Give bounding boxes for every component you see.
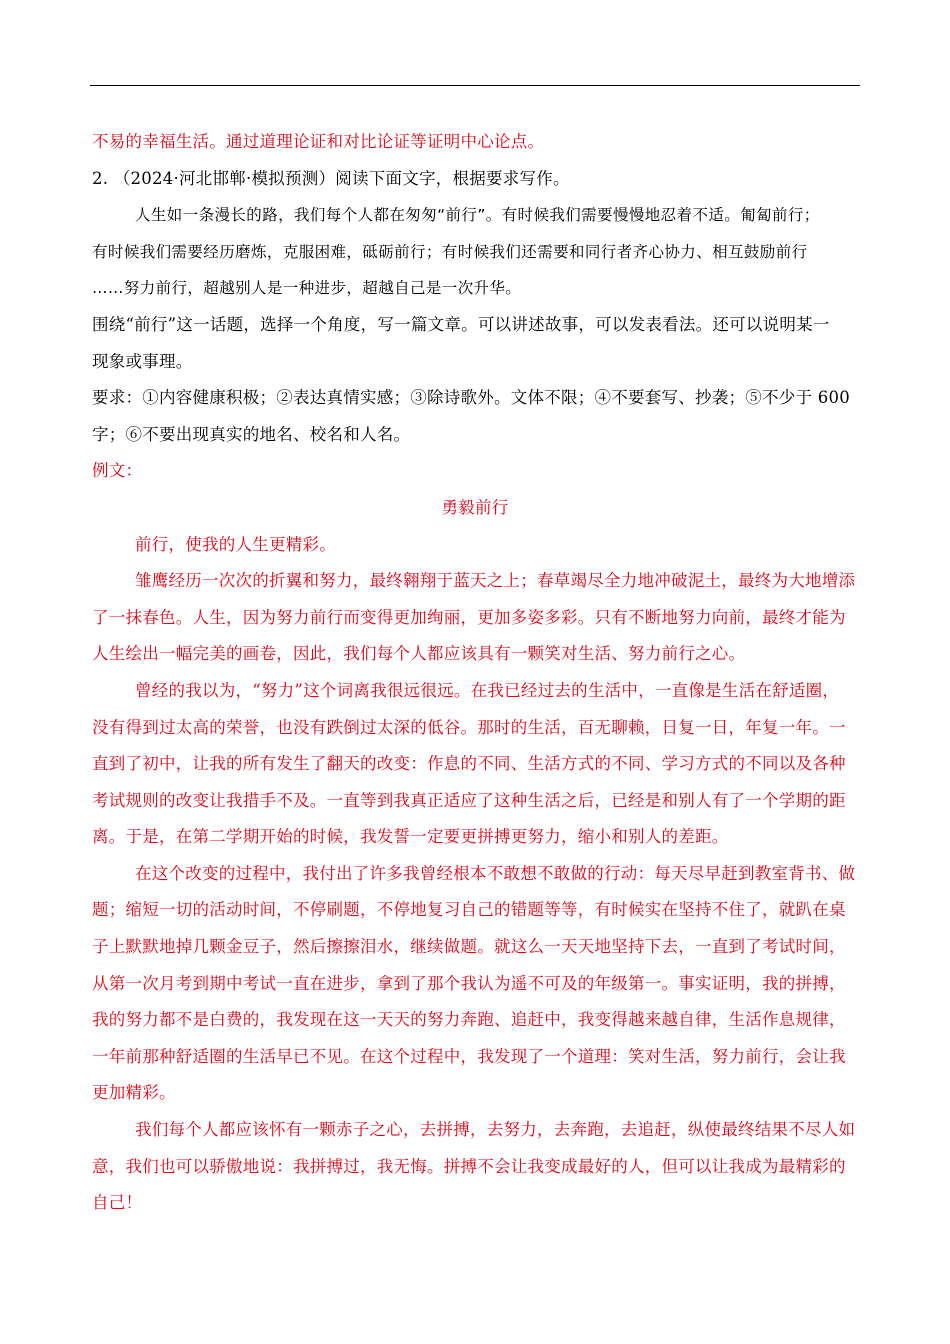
essay-line: 我们每个人都应该怀有一颗赤子之心，去拼搏，去努力，去奔跑，去追赶，纵使最终结果不尽人如 <box>135 1120 856 1140</box>
task-instruction-line: 现象或事理。 <box>92 351 193 371</box>
task-instruction-line: 围绕“前行”这一话题，选择一个角度，写一篇文章。可以讲述故事，可以发表看法。还可以说明某一 <box>92 314 830 334</box>
essay-line: 前行，使我的人生更精彩。 <box>135 534 336 554</box>
essay-line: 意，我们也可以骄傲地说：我拼搏过，我无悔。拼搏不会让我变成最好的人，但可以让我成为最精彩的 <box>92 1156 846 1176</box>
essay-line: 我的努力都不是白费的，我发现在这一天天的努力奔跑、追赶中，我变得越来越自律，生活作息规律， <box>92 1010 846 1030</box>
requirements-line: 字；⑥不要出现真实的地名、校名和人名。 <box>92 424 411 444</box>
essay-line: 直到了初中，让我的所有发生了翻天的改变：作息的不同、生活方式的不同、学习方式的不同以及各种 <box>92 754 846 774</box>
question-heading: 2. （2024·河北邯郸·模拟预测）阅读下面文字，根据要求写作。 <box>92 168 570 188</box>
essay-line: 自己！ <box>92 1193 143 1213</box>
essay-line: 曾经的我以为，“努力”这个词离我很远很远。在我已经过去的生活中，一直像是生活在舒适圈， <box>135 680 840 700</box>
requirements-line: 要求：①内容健康积极；②表达真情实感；③除诗歌外。文体不限；④不要套写、抄袭；⑤不少于 600 <box>92 388 850 408</box>
essay-line: 在这个改变的过程中，我付出了许多我曾经根本不敢想不敢做的行动：每天尽早赶到教室背书、做 <box>135 863 856 883</box>
essay-line: 考试规则的改变让我措手不及。一直等到我真正适应了这种生活之后，已经是和别人有了一个学期的距 <box>92 790 846 810</box>
essay-line: 更加精彩。 <box>92 1083 176 1103</box>
example-label: 例文： <box>92 461 143 481</box>
document-body <box>92 124 862 1222</box>
essay-line: 离。于是，在第二学期开始的时候，我发誓一定要更拼搏更努力，缩小和别人的差距。 <box>92 827 729 847</box>
essay-line: 人生绘出一幅完美的画卷，因此，我们每个人都应该具有一颗笑对生活、努力前行之心。 <box>92 644 746 664</box>
prompt-passage-line: 有时候我们需要经历磨炼，克服困难，砥砺前行；有时候我们还需要和同行者齐心协力、相互鼓励前行 <box>92 242 808 261</box>
essay-line: 子上默默地掉几颗金豆子，然后擦擦泪水，继续做题。就这么一天天地坚持下去，一直到了考试时间， <box>92 937 846 957</box>
previous-answer-tail: 不易的幸福生活。通过道理论证和对比论证等证明中心论点。 <box>92 132 545 151</box>
essay-line: 从第一次月考到期中考试一直在进步，拿到了那个我认为遥不可及的年级第一。事实证明，我的拼搏， <box>92 973 846 993</box>
essay-line: 了一抹春色。人生，因为努力前行而变得更加绚丽，更加多姿多彩。只有不断地努力向前，最终才能为 <box>92 607 846 627</box>
prompt-passage-line: 人生如一条漫长的路，我们每个人都在匆匆“前行”。有时候我们需要慢慢地忍着不适。匍匐前行； <box>135 206 820 225</box>
essay-line: 雏鹰经历一次次的折翼和努力，最终翱翔于蓝天之上；春草竭尽全力地冲破泥土，最终为大地增添 <box>135 571 856 591</box>
essay-title: 勇毅前行 <box>441 497 509 517</box>
essay-line: 没有得到过太高的荣誉，也没有跌倒过太深的低谷。那时的生活，百无聊赖，日复一日，年复一年。一 <box>92 717 846 737</box>
prompt-passage-line: ……努力前行，超越别人是一种进步，超越自己是一次升华。 <box>92 279 522 298</box>
essay-line: 一年前那种舒适圈的生活早已不见。在这个过程中，我发现了一个道理：笑对生活，努力前行，会让我 <box>92 1046 846 1066</box>
essay-line: 题；缩短一切的活动时间，不停刷题，不停地复习自己的错题等等，有时候实在坚持不住了，就趴在桌 <box>92 900 846 920</box>
header-rule <box>90 85 860 86</box>
